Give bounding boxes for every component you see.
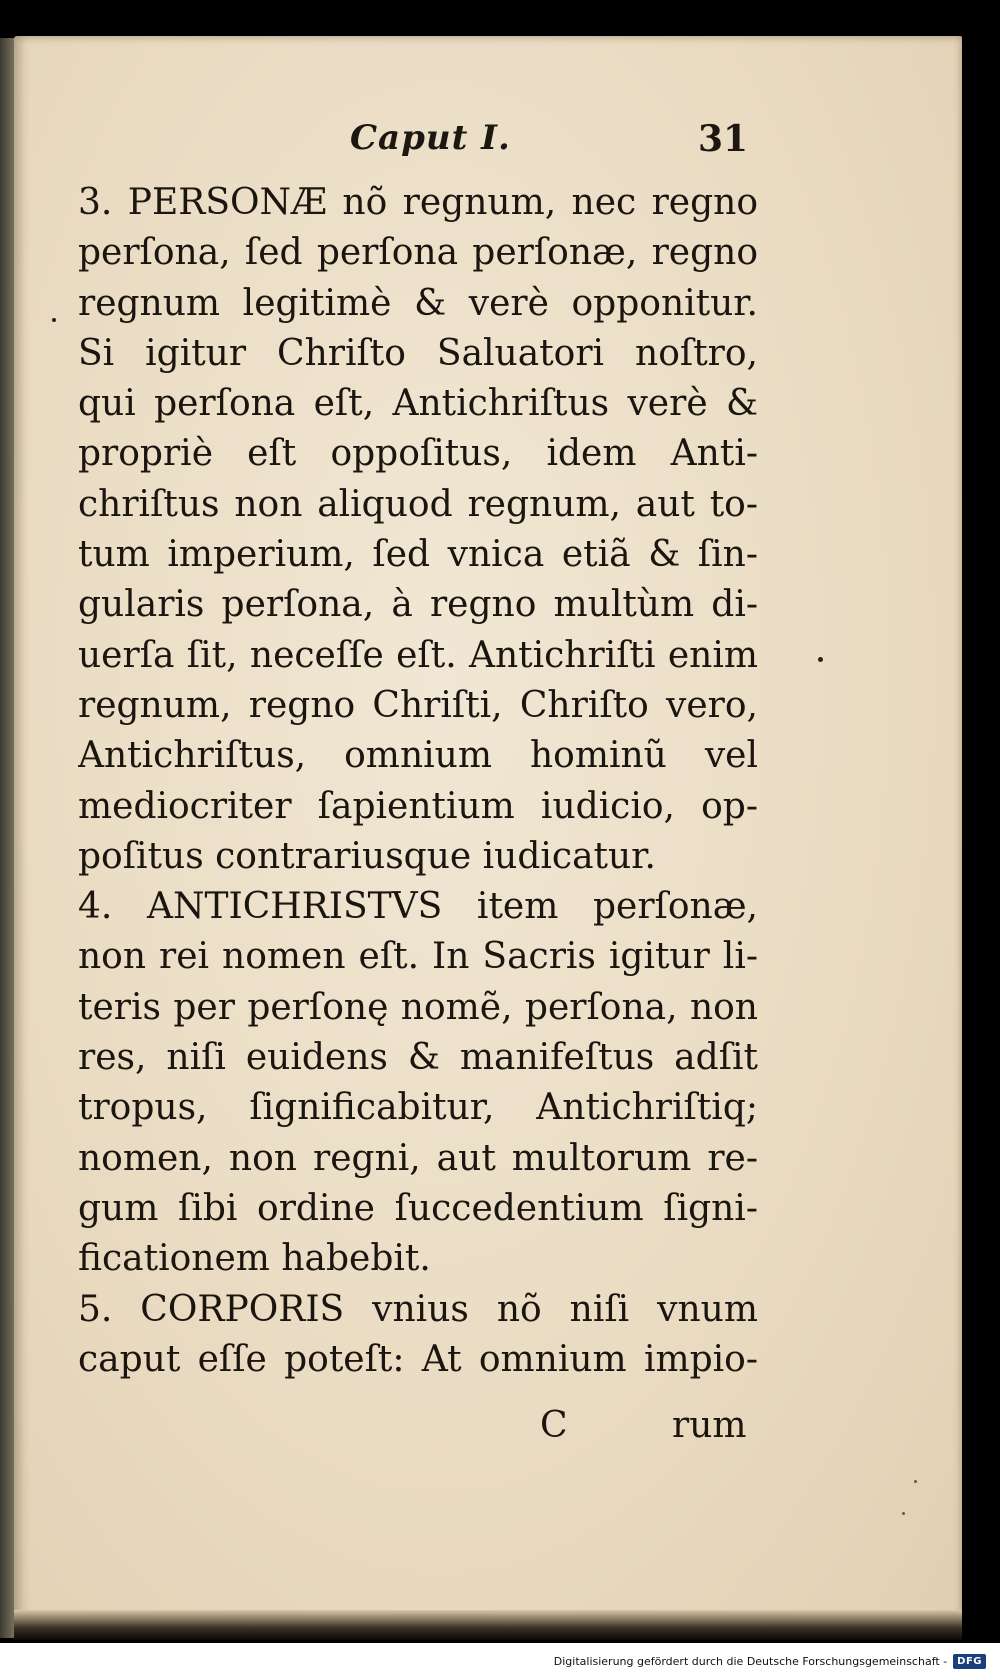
ink-speck bbox=[818, 657, 823, 662]
text-line: 3. PERSONÆ nõ regnum, nec regno bbox=[78, 182, 758, 223]
text-line: non rei nomen eſt. In Sacris igitur li- bbox=[78, 936, 758, 978]
page-number: 31 bbox=[698, 118, 749, 160]
ink-speck bbox=[902, 1512, 905, 1515]
page-catchline bbox=[0, 1405, 1000, 1455]
signature-mark: C bbox=[540, 1405, 568, 1446]
text-line: propriè eſt oppoſitus, idem Anti- bbox=[78, 433, 758, 475]
catchword: rum bbox=[672, 1405, 747, 1446]
text-line: Antichriſtus, omnium hominũ vel bbox=[78, 735, 758, 777]
text-block bbox=[78, 178, 758, 1385]
text-line: ficationem habebit. bbox=[78, 1238, 431, 1280]
text-line: Si igitur Chriſto Saluatori noſtro, bbox=[78, 332, 758, 374]
text-line: caput eſſe poteſt: At omnium impio- bbox=[78, 1338, 758, 1380]
text-line: poſitus contrariusque iudicatur. bbox=[78, 835, 656, 877]
text-line: chriſtus non aliquod regnum, aut to- bbox=[78, 483, 758, 525]
ink-speck bbox=[914, 1480, 917, 1483]
text-line: regnum, regno Chriſti, Chriſto vero, bbox=[78, 684, 758, 726]
dfg-logo-icon: DFG bbox=[953, 1654, 986, 1669]
text-line: teris per perſonę nomẽ, perſona, non bbox=[78, 986, 758, 1028]
text-line: regnum legitimè & verè opponitur. bbox=[78, 282, 758, 324]
text-line: mediocriter ſapientium iudicio, op- bbox=[78, 785, 758, 827]
text-line: gularis perſona, à regno multùm di- bbox=[78, 584, 758, 626]
text-line: gum ſibi ordine ſuccedentium ſigni- bbox=[78, 1187, 758, 1229]
text-line: res, niſi euidens & manifeſtus adſit bbox=[78, 1037, 758, 1079]
text-line: qui perſona eſt, Antichriſtus verè & bbox=[78, 383, 758, 425]
credit-text: Digitalisierung gefördert durch die Deutsche Forschungsgemeinschaft - bbox=[553, 1654, 948, 1668]
text-line: uerſa ſit, neceſſe eſt. Antichriſti enim bbox=[78, 634, 758, 676]
digitization-credit bbox=[548, 1647, 990, 1675]
text-line: tropus, ſignificabitur, Antichriſtiq; bbox=[78, 1087, 758, 1129]
running-head: Caput I. bbox=[350, 118, 511, 158]
text-line: nomen, non regni, aut multorum re- bbox=[78, 1137, 758, 1179]
text-line: perſona, ſed perſona perſonæ, regno bbox=[78, 232, 758, 274]
ink-speck bbox=[52, 318, 56, 322]
text-line: 4. ANTICHRISTVS item perſonæ, bbox=[78, 886, 758, 928]
text-line: 5. CORPORIS vnius nõ niſi vnum bbox=[78, 1288, 758, 1330]
page-header bbox=[0, 118, 1000, 178]
page-bottom-shadow bbox=[14, 1610, 962, 1640]
text-line: tum imperium, ſed vnica etiã & ſin- bbox=[78, 534, 758, 576]
